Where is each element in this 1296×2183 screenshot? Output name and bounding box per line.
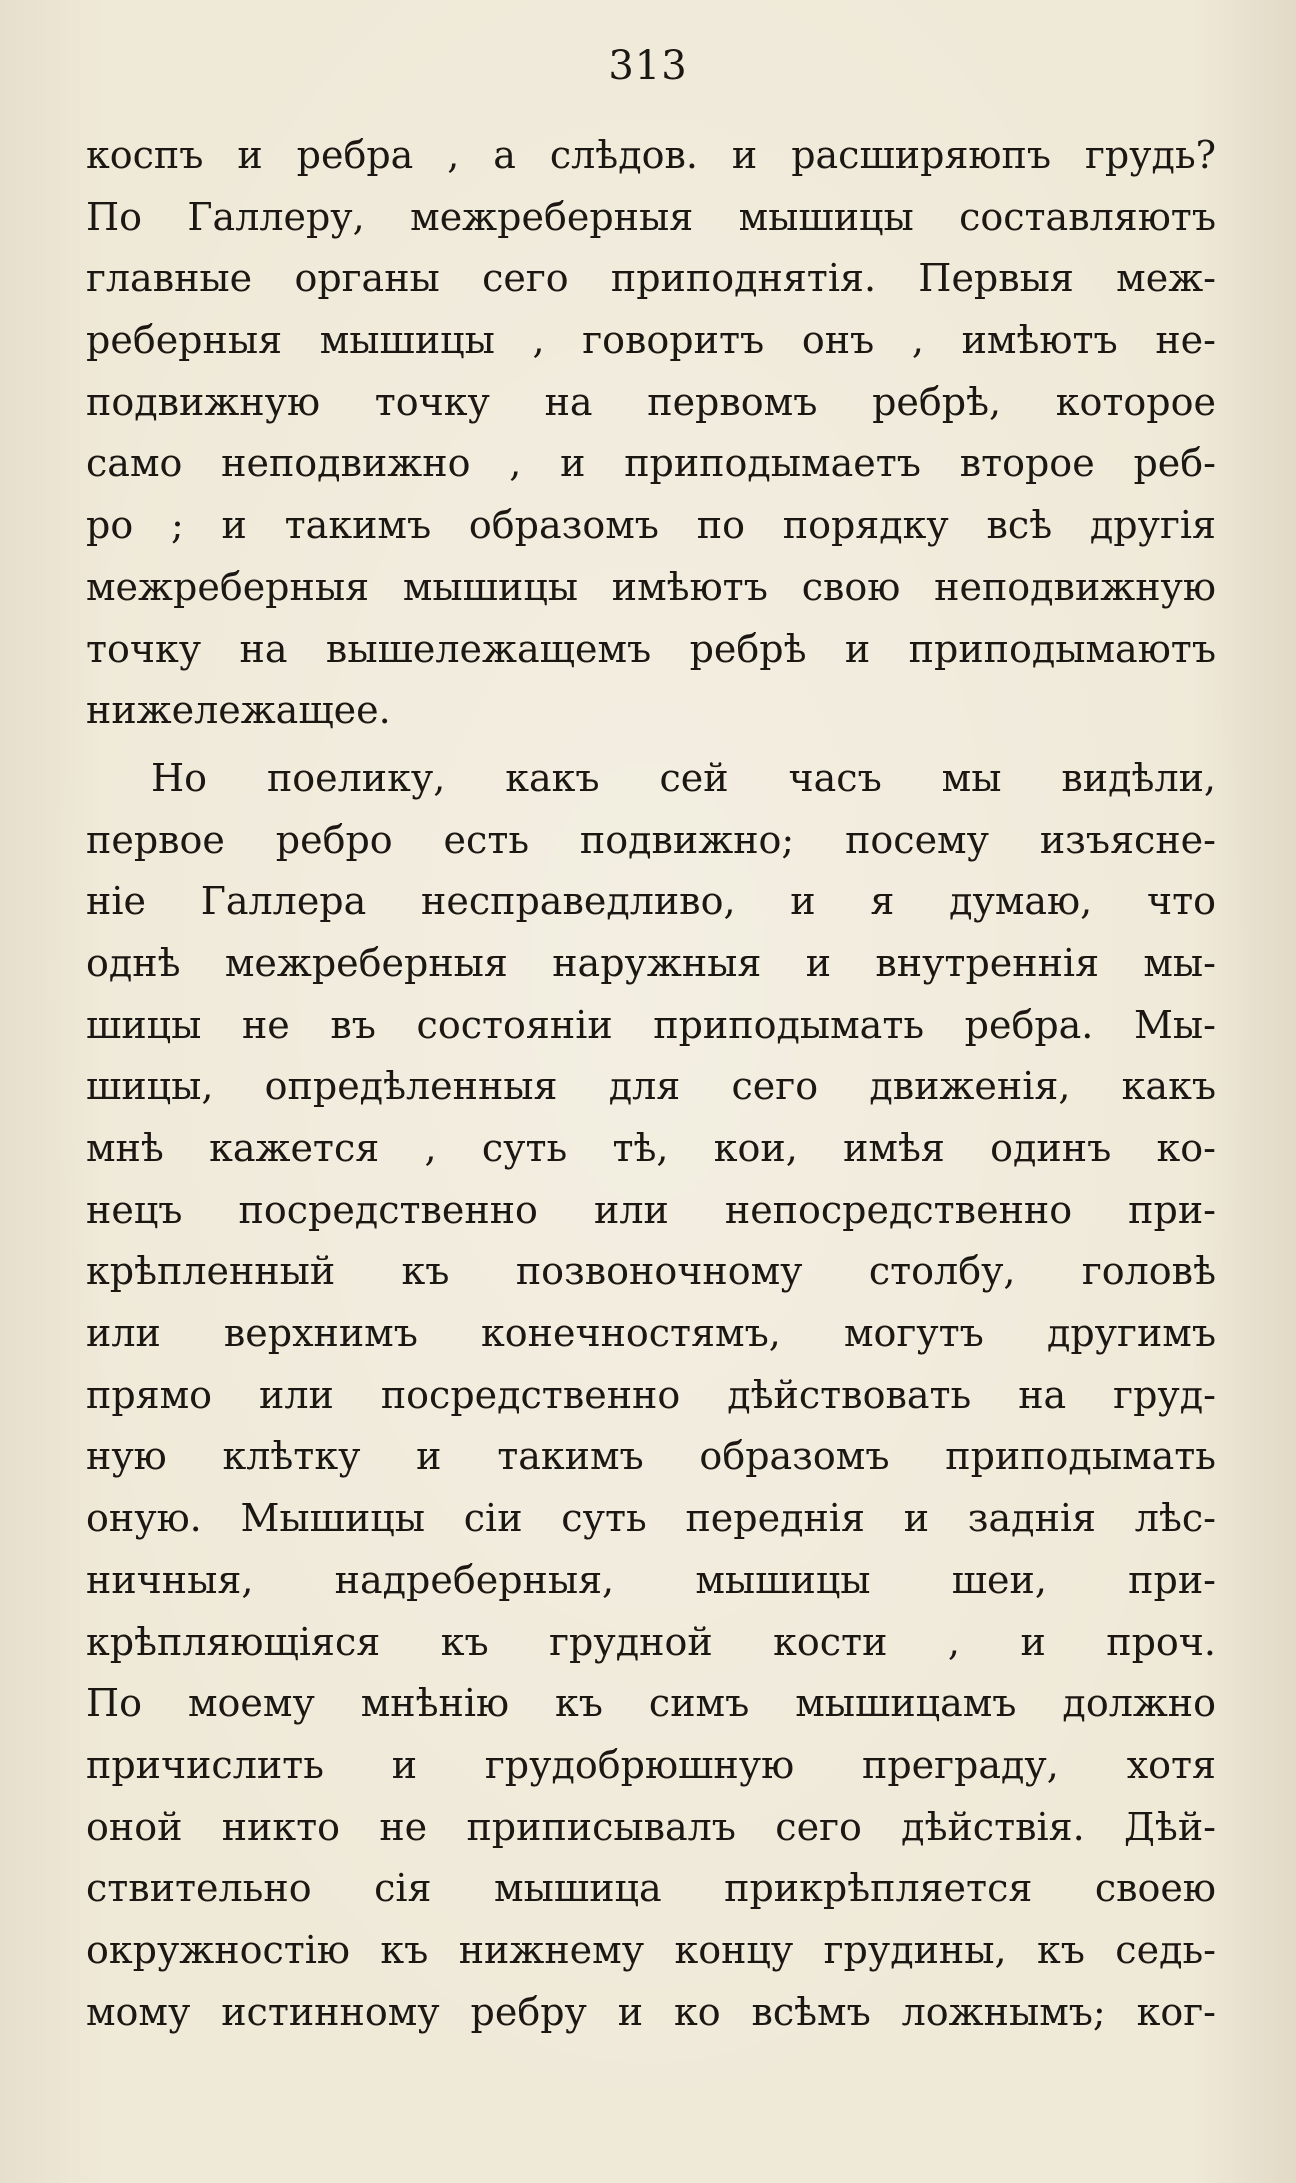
page-number: 313 xyxy=(608,43,688,89)
text-line: причислить и грудобрюшную преграду, хотя xyxy=(86,1742,1216,1787)
text-line: крѣпляющіяся къ грудной кости , и проч. xyxy=(86,1619,1216,1664)
text-line: шицы не въ состояніи приподымать ребра. Мы- xyxy=(86,1002,1216,1047)
text-line: крѣпленный къ позвоночному столбу, головѣ xyxy=(86,1249,1216,1294)
text-line: точку на вышележащемъ ребрѣ и приподымаютъ xyxy=(86,626,1216,671)
text-line: нижележащее. xyxy=(86,688,391,733)
text-line: ную клѣтку и такимъ образомъ приподымать xyxy=(86,1434,1216,1479)
text-line: или верхнимъ конечностямъ, могутъ другимъ xyxy=(86,1311,1216,1356)
text-line: ніе Галлера несправедливо, и я думаю, что xyxy=(86,879,1216,924)
text-line: первое ребро есть подвижно; посему изъясне- xyxy=(86,817,1216,862)
text-line: межреберныя мышицы имѣютъ свою неподвижную xyxy=(86,564,1216,609)
text-line: нецъ посредственно или непосредственно при- xyxy=(86,1187,1216,1232)
text-line: оную. Мышицы сіи суть переднія и заднія лѣс- xyxy=(86,1496,1216,1541)
text-line: само неподвижно , и приподымаетъ второе реб- xyxy=(86,441,1216,486)
body-text xyxy=(86,125,1216,2043)
text-line: подвижную точку на первомъ ребрѣ, которое xyxy=(86,379,1216,424)
text-line: Но поелику, какъ сей часъ мы видѣли, xyxy=(151,755,1216,800)
text-line: окружностію къ нижнему концу грудины, къ седь- xyxy=(86,1927,1216,1972)
paragraph-2 xyxy=(86,748,1216,2043)
text-line: однѣ межреберныя наружныя и внутреннія мы- xyxy=(86,940,1216,985)
paragraph-1 xyxy=(86,125,1216,742)
text-line: мому истинному ребру и ко всѣмъ ложнымъ; ког- xyxy=(86,1989,1216,2034)
text-line: коспъ и ребра , а слѣдов. и расширяюпъ грудь? xyxy=(86,133,1216,177)
text-line: По моему мнѣнію къ симъ мышицамъ должно xyxy=(86,1681,1216,1726)
text-line: По Галлеру, межреберныя мышицы составляютъ xyxy=(86,194,1216,239)
text-line: прямо или посредственно дѣйствовать на груд- xyxy=(86,1372,1216,1417)
text-line: оной никто не приписывалъ сего дѣйствія. Дѣй- xyxy=(86,1804,1216,1849)
text-line: ствительно сія мышица прикрѣпляется своею xyxy=(86,1866,1216,1911)
text-line: мнѣ кажется , суть тѣ, кои, имѣя одинъ ко- xyxy=(86,1126,1216,1170)
text-line: ро ; и такимъ образомъ по порядку всѣ другія xyxy=(86,503,1216,548)
text-line: реберныя мышицы , говоритъ онъ , имѣютъ не- xyxy=(86,318,1216,363)
text-line: ничныя, надреберныя, мышицы шеи, при- xyxy=(86,1557,1216,1602)
text-line: шицы, опредѣленныя для сего движенія, какъ xyxy=(86,1064,1216,1109)
text-line: главные органы сего приподнятія. Первыя меж- xyxy=(86,256,1216,301)
